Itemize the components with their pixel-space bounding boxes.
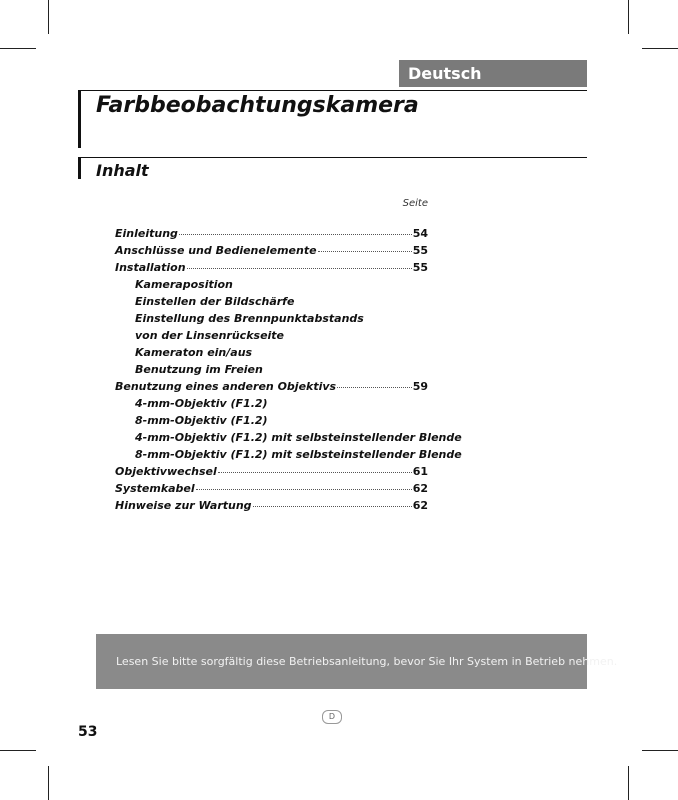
toc-entry [115, 431, 462, 448]
crop-mark [642, 750, 678, 751]
page-number: 53 [78, 724, 98, 740]
toc-entry-label: Einleitung [115, 227, 178, 240]
toc-entry [115, 227, 428, 244]
section-rule [78, 157, 587, 158]
crop-mark [0, 750, 36, 751]
toc-entry-label: Benutzung eines anderen Objektivs [115, 380, 337, 393]
toc-entry [115, 312, 428, 329]
crop-mark [628, 766, 629, 800]
toc-entry-label: Systemkabel [115, 482, 195, 495]
section-heading: Inhalt [96, 161, 149, 180]
toc-entry-label: Objektivwechsel [115, 465, 217, 478]
toc-entry-label: Einstellen der Bildschärfe [135, 295, 295, 308]
page-column-label: Seite [402, 198, 428, 209]
toc-entry-page: 54 [412, 227, 428, 240]
toc-entry-label: Benutzung im Freien [135, 363, 263, 376]
toc-leader-dots [179, 234, 412, 235]
notice-banner: Lesen Sie bitte sorgfältig diese Betriebsanleitung, bevor Sie Ihr System in Betrieb nehmen. [96, 634, 587, 689]
toc-entry-page: 55 [412, 261, 428, 274]
toc-entry-page: 59 [412, 380, 428, 393]
title-rule [78, 90, 81, 148]
toc-entry-page: 62 [412, 499, 428, 512]
language-tab: Deutsch [399, 60, 587, 87]
toc-entry-label: Installation [115, 261, 186, 274]
toc-entry-label: Kameraton ein/aus [135, 346, 253, 359]
toc-entry [115, 448, 462, 465]
toc-entry [115, 397, 428, 414]
toc-entry [115, 278, 428, 295]
crop-mark [48, 0, 49, 34]
crop-mark [0, 48, 36, 49]
toc-entry-label: 4-mm-Objektiv (F1.2) [135, 397, 268, 410]
toc-entry [115, 414, 428, 431]
crop-mark [628, 0, 629, 34]
language-code-badge: D [322, 710, 342, 724]
toc-entry-label: Einstellung des Brennpunktabstands [135, 312, 364, 325]
page-title: Farbbeobachtungskamera [96, 93, 419, 118]
toc-entry-label: 8-mm-Objektiv (F1.2) [135, 414, 268, 427]
toc-entry [115, 244, 428, 261]
toc-entry [115, 329, 428, 346]
toc-entry [115, 295, 428, 312]
toc-entry-page: 61 [412, 465, 428, 478]
toc-entry-page: 62 [412, 482, 428, 495]
toc-leader-dots [218, 472, 412, 473]
toc-leader-dots [253, 506, 412, 507]
toc-entry [115, 261, 428, 278]
section-rule [78, 157, 81, 179]
title-rule [78, 90, 587, 91]
toc-entry-label: von der Linsenrückseite [135, 329, 285, 342]
toc-entry [115, 499, 428, 516]
toc-entry [115, 346, 428, 363]
toc-entry-page: 55 [412, 244, 428, 257]
toc-entry-label: Anschlüsse und Bedienelemente [115, 244, 317, 257]
toc-entry-label: 4-mm-Objektiv (F1.2) mit selbsteinstellender Blende [135, 431, 462, 444]
crop-mark [642, 48, 678, 49]
toc-entry [115, 363, 428, 380]
toc-entry [115, 482, 428, 499]
toc-entry-label: 8-mm-Objektiv (F1.2) mit selbsteinstellender Blende [135, 448, 462, 461]
toc-leader-dots [196, 489, 412, 490]
toc-leader-dots [337, 387, 412, 388]
toc-entry [115, 380, 428, 397]
toc-entry [115, 465, 428, 482]
table-of-contents [115, 227, 462, 516]
toc-leader-dots [318, 251, 412, 252]
toc-entry-label: Kameraposition [135, 278, 233, 291]
crop-mark [48, 766, 49, 800]
toc-entry-label: Hinweise zur Wartung [115, 499, 252, 512]
toc-leader-dots [187, 268, 412, 269]
